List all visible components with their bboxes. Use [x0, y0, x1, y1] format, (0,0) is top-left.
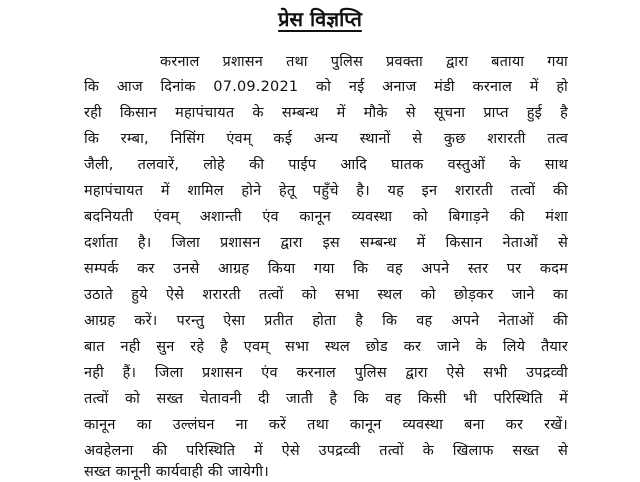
text-line: कानून का उल्लंघन ना करें तथा कानून व्यवस्था बना कर रखें। — [84, 417, 568, 433]
text-line: रही किसान महापंचायत के सम्बन्ध में मौके से सूचना प्राप्त हुई है — [84, 105, 568, 121]
text-line: करनाल प्रशासन तथा पुलिस प्रवक्ता द्वारा बताया गया — [160, 54, 568, 70]
text-line: कि रम्बा, निसिंग एंवम् कई अन्य स्थानों से कुछ शरारती तत्व — [84, 131, 568, 147]
text-line: सम्पर्क कर उनसे आग्रह किया गया कि वह अपने स्तर पर कदम — [84, 261, 568, 277]
text-line: जैली, तलवारें, लोहे की पाईप आदि घातक वस्तुओं के साथ — [84, 157, 568, 173]
text-line: कि आज दिनांक 07.09.2021 को नई अनाज मंडी करनाल में हो — [84, 79, 568, 95]
text-line: उठाते हुये ऐसे शरारती तत्वों को सभा स्थल को छोड़कर जाने का — [84, 287, 568, 303]
text-line: महापंचायत में शामिल होने हेतू पहुँचे है। यह इन शरारती तत्वों की — [84, 183, 568, 199]
text-line: बात नही सुन रहे है एवम् सभा स्थल छोड कर जाने के लिये तैयार — [84, 339, 568, 355]
title-text: प्रेस विज्ञप्ति — [278, 7, 362, 31]
text-line: सख्त कानूनी कार्यवाही की जायेगी। — [84, 464, 269, 480]
text-line: आग्रह करें। परन्तु ऐसा प्रतीत होता है कि वह अपने नेताओं की — [84, 313, 568, 329]
text-line: तत्वों को सख्त चेतावनी दी जाती है कि वह किसी भी परिस्थिति में — [84, 391, 568, 407]
text-line: दर्शाता है। जिला प्रशासन द्वारा इस सम्बन्ध में किसान नेताओं से — [84, 235, 568, 251]
document-title — [0, 6, 640, 32]
text-line: बदनियती एंवम् अशान्ती एंव कानून व्यवस्था को बिगाड़ने की मंशा — [84, 209, 568, 225]
text-line: अवहेलना की परिस्थिति में ऐसे उपद्रव्वी तत्वों के खिलाफ सख्त से — [84, 443, 568, 459]
text-line: नही हैं। जिला प्रशासन एंव करनाल पुलिस द्वारा ऐसे सभी उपद्रव्वी — [84, 365, 568, 381]
